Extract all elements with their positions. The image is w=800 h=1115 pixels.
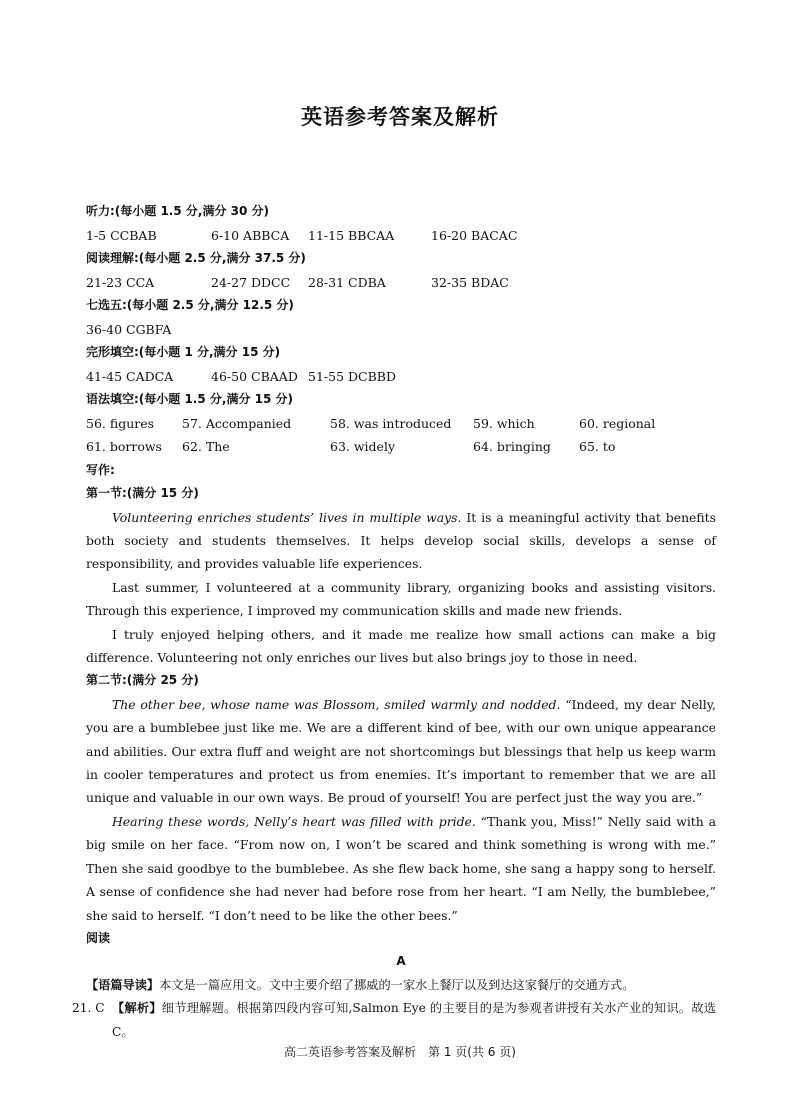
answer-group: 16-20 BACAC bbox=[431, 227, 518, 243]
story-paragraph: The other bee, whose name was Blossom, smiled warmly and nodded. “Indeed, my dear Nelly, you are a bumblebee just like me. We are a different kind of bee, with our own unique appearance and abilities. Our extra fluff and weight are not shortcomings but blessings that help us keep warm in cooler temperatures and protect us from enemies. It’s important to remember that we are all unique and valuable in our own ways. Be proud of yourself! You are perfect just the way you are.” bbox=[86, 696, 716, 806]
page-title: 英语参考答案及解析 bbox=[301, 105, 499, 129]
answer-group: 28-31 CDBA bbox=[308, 274, 386, 290]
answer-group: 21-23 CCA bbox=[86, 274, 155, 290]
question-21-analysis: 21. C 【解析】细节理解题。根据第四段内容可知,Salmon Eye 的主要目的是为参观者讲授有关水产业的知识。故选 C。 bbox=[86, 997, 716, 1044]
grammar-answer: 65. to bbox=[579, 439, 616, 454]
reading-answers bbox=[86, 271, 716, 295]
story-italic-lead: The other bee, whose name was Blossom, smiled warmly and nodded. bbox=[112, 696, 561, 712]
seven-five-answers bbox=[86, 318, 716, 342]
cloze-header: 完形填空:(每小题 1 分,满分 15 分) bbox=[86, 345, 281, 359]
seven-five-header: 七选五:(每小题 2.5 分,满分 12.5 分) bbox=[86, 298, 294, 312]
guide-tag: 【语篇导读】 bbox=[86, 977, 160, 992]
cloze-answers bbox=[86, 365, 716, 389]
writing-part1-header: 第一节:(满分 15 分) bbox=[86, 486, 199, 500]
listening-header: 听力:(每小题 1.5 分,满分 30 分) bbox=[86, 204, 269, 218]
answer-group: 46-50 CBAAD bbox=[211, 368, 298, 384]
grammar-answer: 60. regional bbox=[579, 415, 656, 431]
section-label: A bbox=[396, 954, 406, 969]
answer-group: 32-35 BDAC bbox=[431, 274, 509, 290]
grammar-answer: 63. widely bbox=[330, 439, 396, 454]
grammar-header: 语法填空:(每小题 1.5 分,满分 15 分) bbox=[86, 392, 293, 406]
answer-group: 1-5 CCBAB bbox=[86, 227, 157, 243]
essay-paragraph: I truly enjoyed helping others, and it made me realize how small actions can make a big difference. Volunteering not only enriches our lives but also brings joy to those in need. bbox=[86, 626, 716, 665]
grammar-answer: 58. was introduced bbox=[330, 415, 452, 431]
grammar-answer: 59. which bbox=[473, 415, 535, 431]
answer-group: 6-10 ABBCA bbox=[211, 227, 290, 243]
grammar-answer: 64. bringing bbox=[473, 439, 551, 454]
listening-answers bbox=[86, 224, 716, 248]
essay-paragraph: Volunteering enriches students’ lives in multiple ways. It is a meaningful activity that benefits both society and students themselves. It helps develop social skills, develops a sense of responsibility, and provides valuable life experiences. bbox=[86, 509, 716, 572]
reading-analysis-header: 阅读 bbox=[86, 930, 111, 945]
essay-italic-lead: Volunteering enriches students’ lives in multiple ways. bbox=[112, 509, 462, 525]
analysis-tag: 【解析】 bbox=[112, 1001, 162, 1016]
grammar-answer: 57. Accompanied bbox=[182, 415, 292, 431]
writing-header: 写作: bbox=[86, 462, 115, 477]
grammar-answers-row-2 bbox=[86, 435, 716, 459]
reading-header: 阅读理解:(每小题 2.5 分,满分 37.5 分) bbox=[86, 251, 306, 265]
passage-guide: 【语篇导读】本文是一篇应用文。文中主要介绍了挪威的一家水上餐厅以及到达这家餐厅的交通方式。 bbox=[86, 977, 635, 992]
writing-part2-header: 第二节:(满分 25 分) bbox=[86, 673, 199, 688]
answer-group: 24-27 DDCC bbox=[211, 274, 291, 290]
answer-group: 36-40 CGBFA bbox=[86, 321, 172, 337]
story-paragraph: Hearing these words, Nelly’s heart was filled with pride. “Thank you, Miss!” Nelly said with a big smile on her face. “From now on, I won’t be scared and think something is wrong with me.” Then she said goodbye to the bumblebee. As she flew back home, she sang a happy song to herself. A sense of confidence she had never had before rose from her heart. “I am Nelly, the bumblebee,” she said to herself. “I don’t need to be like the other bees.” bbox=[86, 813, 716, 923]
document-content bbox=[72, 200, 716, 1044]
answer-group: 11-15 BBCAA bbox=[308, 227, 395, 243]
page-footer: 高二英语参考答案及解析 第 1 页(共 6 页) bbox=[284, 1045, 516, 1059]
answer-group: 51-55 DCBBD bbox=[308, 368, 396, 384]
question-number: 21. C bbox=[72, 1001, 105, 1016]
grammar-answer: 62. The bbox=[182, 439, 230, 454]
essay-paragraph: Last summer, I volunteered at a community library, organizing books and assisting visitors. Through this experience, I improved my communication skills and made new friends. bbox=[86, 579, 716, 619]
story-italic-lead: Hearing these words, Nelly’s heart was filled with pride. bbox=[112, 813, 476, 829]
grammar-answer: 56. figures bbox=[86, 415, 155, 431]
answer-group: 41-45 CADCA bbox=[86, 368, 174, 384]
grammar-answers-row-1 bbox=[86, 412, 716, 436]
grammar-answer: 61. borrows bbox=[86, 439, 162, 454]
